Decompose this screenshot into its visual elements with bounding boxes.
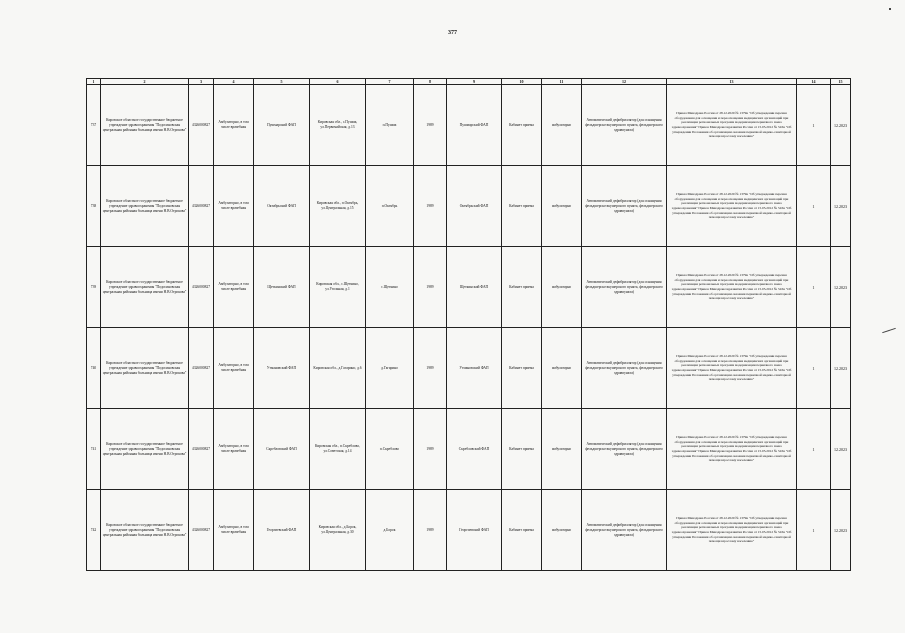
cell-care-type: Амбулаторно, в том числе врачебная bbox=[214, 490, 254, 571]
cell-cabinet: Кабинет приема bbox=[502, 409, 542, 490]
cell-equipment-name: Автоматический дефибриллятор (для оснащения фельдшерско-акушерского пункта, фельдшерского здравпункта) bbox=[582, 490, 667, 571]
cell-equipment-name: Автоматический дефибриллятор (для оснащения фельдшерско-акушерского пункта, фельдшерского здравпункта) bbox=[582, 409, 667, 490]
cell-room-name: Щеткинский ФАП bbox=[447, 247, 502, 328]
column-number: 11 bbox=[542, 79, 582, 85]
cell-inn-code: 4326000827 bbox=[189, 328, 214, 409]
cell-institution-name: Кировское областное государственное бюджетное учреждение здравоохранения "Подосиновская центральная районная больница имени Н.В.Отрокова" bbox=[101, 490, 189, 571]
cell-legal-basis: Приказ Минздрава России от 28.12.2020 № 1379н "Об утверждении перечня оборудования для оснащения и переоснащения медицинских организаций при реализации региональных программ модернизации первичного звена здравоохранения" Приказ Минздравсоцразвития России от 15.05.2012 № 543н "Об утверждении Положения об организации оказания первичной медико-санитарной помощи взрослому населению" bbox=[667, 490, 797, 571]
scan-mark bbox=[889, 8, 891, 10]
cell-cabinet: Кабинет приема bbox=[502, 328, 542, 409]
cell-unit-name: Октябрьский ФАП bbox=[254, 166, 310, 247]
column-number: 9 bbox=[447, 79, 502, 85]
cell-address: Кировская обл., п.Скреблово, ул.Советская, д.14 bbox=[310, 409, 366, 490]
cell-care-mode: амбулаторно bbox=[542, 490, 582, 571]
cell-row-number: 739 bbox=[87, 247, 101, 328]
cell-due-date: 12.2023 bbox=[831, 85, 851, 166]
cell-address: Кировская обл., д.Борок, ул.Центральная, д.30 bbox=[310, 490, 366, 571]
cell-due-date: 12.2023 bbox=[831, 166, 851, 247]
cell-care-type: Амбулаторно, в том числе врачебная bbox=[214, 247, 254, 328]
table-row bbox=[87, 409, 851, 490]
cell-year: 1989 bbox=[414, 166, 447, 247]
column-number: 6 bbox=[310, 79, 366, 85]
cell-room-name: Октябрьский ФАП bbox=[447, 166, 502, 247]
cell-legal-basis: Приказ Минздрава России от 28.12.2020 № 1379н "Об утверждении перечня оборудования для оснащения и переоснащения медицинских организаций при реализации региональных программ модернизации первичного звена здравоохранения" Приказ Минздравсоцразвития России от 15.05.2012 № 543н "Об утверждении Положения об организации оказания первичной медико-санитарной помощи взрослому населению" bbox=[667, 247, 797, 328]
cell-locality: п.Скреблово bbox=[366, 409, 414, 490]
cell-care-mode: амбулаторно bbox=[542, 85, 582, 166]
column-number: 13 bbox=[667, 79, 797, 85]
cell-equipment-name: Автоматический дефибриллятор (для оснащения фельдшерско-акушерского пункта, фельдшерского здравпункта) bbox=[582, 85, 667, 166]
cell-row-number: 741 bbox=[87, 409, 101, 490]
column-number: 12 bbox=[582, 79, 667, 85]
cell-unit-name: Пушмарский ФАП bbox=[254, 85, 310, 166]
cell-institution-name: Кировское областное государственное бюджетное учреждение здравоохранения "Подосиновская центральная районная больница имени Н.В.Отрокова" bbox=[101, 166, 189, 247]
cell-locality: п.Октябрь bbox=[366, 166, 414, 247]
cell-care-type: Амбулаторно, в том числе врачебная bbox=[214, 328, 254, 409]
cell-due-date: 12.2023 bbox=[831, 328, 851, 409]
table-row bbox=[87, 328, 851, 409]
cell-due-date: 12.2023 bbox=[831, 490, 851, 571]
cell-year: 1989 bbox=[414, 85, 447, 166]
cell-locality: д.Гагарино bbox=[366, 328, 414, 409]
cell-year: 1989 bbox=[414, 409, 447, 490]
cell-institution-name: Кировское областное государственное бюджетное учреждение здравоохранения "Подосиновская центральная районная больница имени Н.В.Отрокова" bbox=[101, 328, 189, 409]
cell-year: 1989 bbox=[414, 328, 447, 409]
cell-legal-basis: Приказ Минздрава России от 28.12.2020 № 1379н "Об утверждении перечня оборудования для оснащения и переоснащения медицинских организаций при реализации региональных программ модернизации первичного звена здравоохранения" Приказ Минздравсоцразвития России от 15.05.2012 № 543н "Об утверждении Положения об организации оказания первичной медико-санитарной помощи взрослому населению" bbox=[667, 85, 797, 166]
cell-care-mode: амбулаторно bbox=[542, 328, 582, 409]
cell-quantity: 1 bbox=[797, 166, 831, 247]
cell-unit-name: Щеткинский ФАП bbox=[254, 247, 310, 328]
cell-quantity: 1 bbox=[797, 409, 831, 490]
cell-room-name: Георгиевский ФАП bbox=[447, 490, 502, 571]
cell-inn-code: 4326000827 bbox=[189, 85, 214, 166]
scan-mark bbox=[882, 328, 896, 333]
cell-due-date: 12.2023 bbox=[831, 409, 851, 490]
cell-equipment-name: Автоматический дефибриллятор (для оснащения фельдшерско-акушерского пункта, фельдшерского здравпункта) bbox=[582, 247, 667, 328]
cell-address: Кировская обл., с.Щеткино, ул.Угольная, д.1 bbox=[310, 247, 366, 328]
cell-care-type: Амбулаторно, в том числе врачебная bbox=[214, 166, 254, 247]
column-number: 7 bbox=[366, 79, 414, 85]
cell-inn-code: 4326000827 bbox=[189, 166, 214, 247]
cell-institution-name: Кировское областное государственное бюджетное учреждение здравоохранения "Подосиновская центральная районная больница имени Н.В.Отрокова" bbox=[101, 247, 189, 328]
cell-cabinet: Кабинет приема bbox=[502, 247, 542, 328]
cell-quantity: 1 bbox=[797, 328, 831, 409]
cell-care-mode: амбулаторно bbox=[542, 247, 582, 328]
cell-institution-name: Кировское областное государственное бюджетное учреждение здравоохранения "Подосиновская центральная районная больница имени Н.В.Отрокова" bbox=[101, 85, 189, 166]
cell-address: Кировская обл., д.Гагарино, д.6 bbox=[310, 328, 366, 409]
cell-year: 1989 bbox=[414, 490, 447, 571]
cell-locality: п.Пушма bbox=[366, 85, 414, 166]
cell-unit-name: Скребловский ФАП bbox=[254, 409, 310, 490]
column-number: 3 bbox=[189, 79, 214, 85]
table-row bbox=[87, 247, 851, 328]
cell-row-number: 740 bbox=[87, 328, 101, 409]
cell-equipment-name: Автоматический дефибриллятор (для оснащения фельдшерско-акушерского пункта, фельдшерского здравпункта) bbox=[582, 328, 667, 409]
cell-inn-code: 4326000827 bbox=[189, 409, 214, 490]
column-number: 15 bbox=[831, 79, 851, 85]
cell-care-mode: амбулаторно bbox=[542, 409, 582, 490]
table-row bbox=[87, 85, 851, 166]
cell-year: 1989 bbox=[414, 247, 447, 328]
cell-care-type: Амбулаторно, в том числе врачебная bbox=[214, 409, 254, 490]
page-number: 377 bbox=[448, 30, 457, 36]
cell-inn-code: 4326000827 bbox=[189, 490, 214, 571]
equipment-table bbox=[86, 78, 851, 571]
cell-room-name: Утмановский ФАП bbox=[447, 328, 502, 409]
cell-cabinet: Кабинет приема bbox=[502, 490, 542, 571]
column-number: 4 bbox=[214, 79, 254, 85]
table-row bbox=[87, 490, 851, 571]
cell-legal-basis: Приказ Минздрава России от 28.12.2020 № 1379н "Об утверждении перечня оборудования для оснащения и переоснащения медицинских организаций при реализации региональных программ модернизации первичного звена здравоохранения" Приказ Минздравсоцразвития России от 15.05.2012 № 543н "Об утверждении Положения об организации оказания первичной медико-санитарной помощи взрослому населению" bbox=[667, 166, 797, 247]
column-number: 1 bbox=[87, 79, 101, 85]
column-number: 14 bbox=[797, 79, 831, 85]
cell-row-number: 742 bbox=[87, 490, 101, 571]
cell-locality: с.Щеткино bbox=[366, 247, 414, 328]
cell-quantity: 1 bbox=[797, 85, 831, 166]
cell-care-type: Амбулаторно, в том числе врачебная bbox=[214, 85, 254, 166]
cell-row-number: 737 bbox=[87, 85, 101, 166]
column-number: 10 bbox=[502, 79, 542, 85]
cell-legal-basis: Приказ Минздрава России от 28.12.2020 № 1379н "Об утверждении перечня оборудования для оснащения и переоснащения медицинских организаций при реализации региональных программ модернизации первичного звена здравоохранения" Приказ Минздравсоцразвития России от 15.05.2012 № 543н "Об утверждении Положения об организации оказания первичной медико-санитарной помощи взрослому населению" bbox=[667, 409, 797, 490]
cell-care-mode: амбулаторно bbox=[542, 166, 582, 247]
cell-quantity: 1 bbox=[797, 490, 831, 571]
column-number: 8 bbox=[414, 79, 447, 85]
cell-equipment-name: Автоматический дефибриллятор (для оснащения фельдшерско-акушерского пункта, фельдшерского здравпункта) bbox=[582, 166, 667, 247]
cell-row-number: 738 bbox=[87, 166, 101, 247]
cell-legal-basis: Приказ Минздрава России от 28.12.2020 № 1379н "Об утверждении перечня оборудования для оснащения и переоснащения медицинских организаций при реализации региональных программ модернизации первичного звена здравоохранения" Приказ Минздравсоцразвития России от 15.05.2012 № 543н "Об утверждении Положения об организации оказания первичной медико-санитарной помощи взрослому населению" bbox=[667, 328, 797, 409]
table-row bbox=[87, 166, 851, 247]
cell-inn-code: 4326000827 bbox=[189, 247, 214, 328]
cell-address: Кировская обл., с.Пушма, ул.Первомайская, д.13 bbox=[310, 85, 366, 166]
cell-unit-name: Утмановский ФАП bbox=[254, 328, 310, 409]
cell-quantity: 1 bbox=[797, 247, 831, 328]
column-number: 5 bbox=[254, 79, 310, 85]
cell-cabinet: Кабинет приема bbox=[502, 166, 542, 247]
cell-unit-name: Георгиевский ФАП bbox=[254, 490, 310, 571]
column-number: 2 bbox=[101, 79, 189, 85]
cell-institution-name: Кировское областное государственное бюджетное учреждение здравоохранения "Подосиновская центральная районная больница имени Н.В.Отрокова" bbox=[101, 409, 189, 490]
cell-room-name: Пушмарский ФАП bbox=[447, 85, 502, 166]
cell-locality: д.Борок bbox=[366, 490, 414, 571]
cell-due-date: 12.2023 bbox=[831, 247, 851, 328]
cell-cabinet: Кабинет приема bbox=[502, 85, 542, 166]
cell-room-name: Скребловский ФАП bbox=[447, 409, 502, 490]
cell-address: Кировская обл., п.Октябрь, ул.Центральная, д.15 bbox=[310, 166, 366, 247]
